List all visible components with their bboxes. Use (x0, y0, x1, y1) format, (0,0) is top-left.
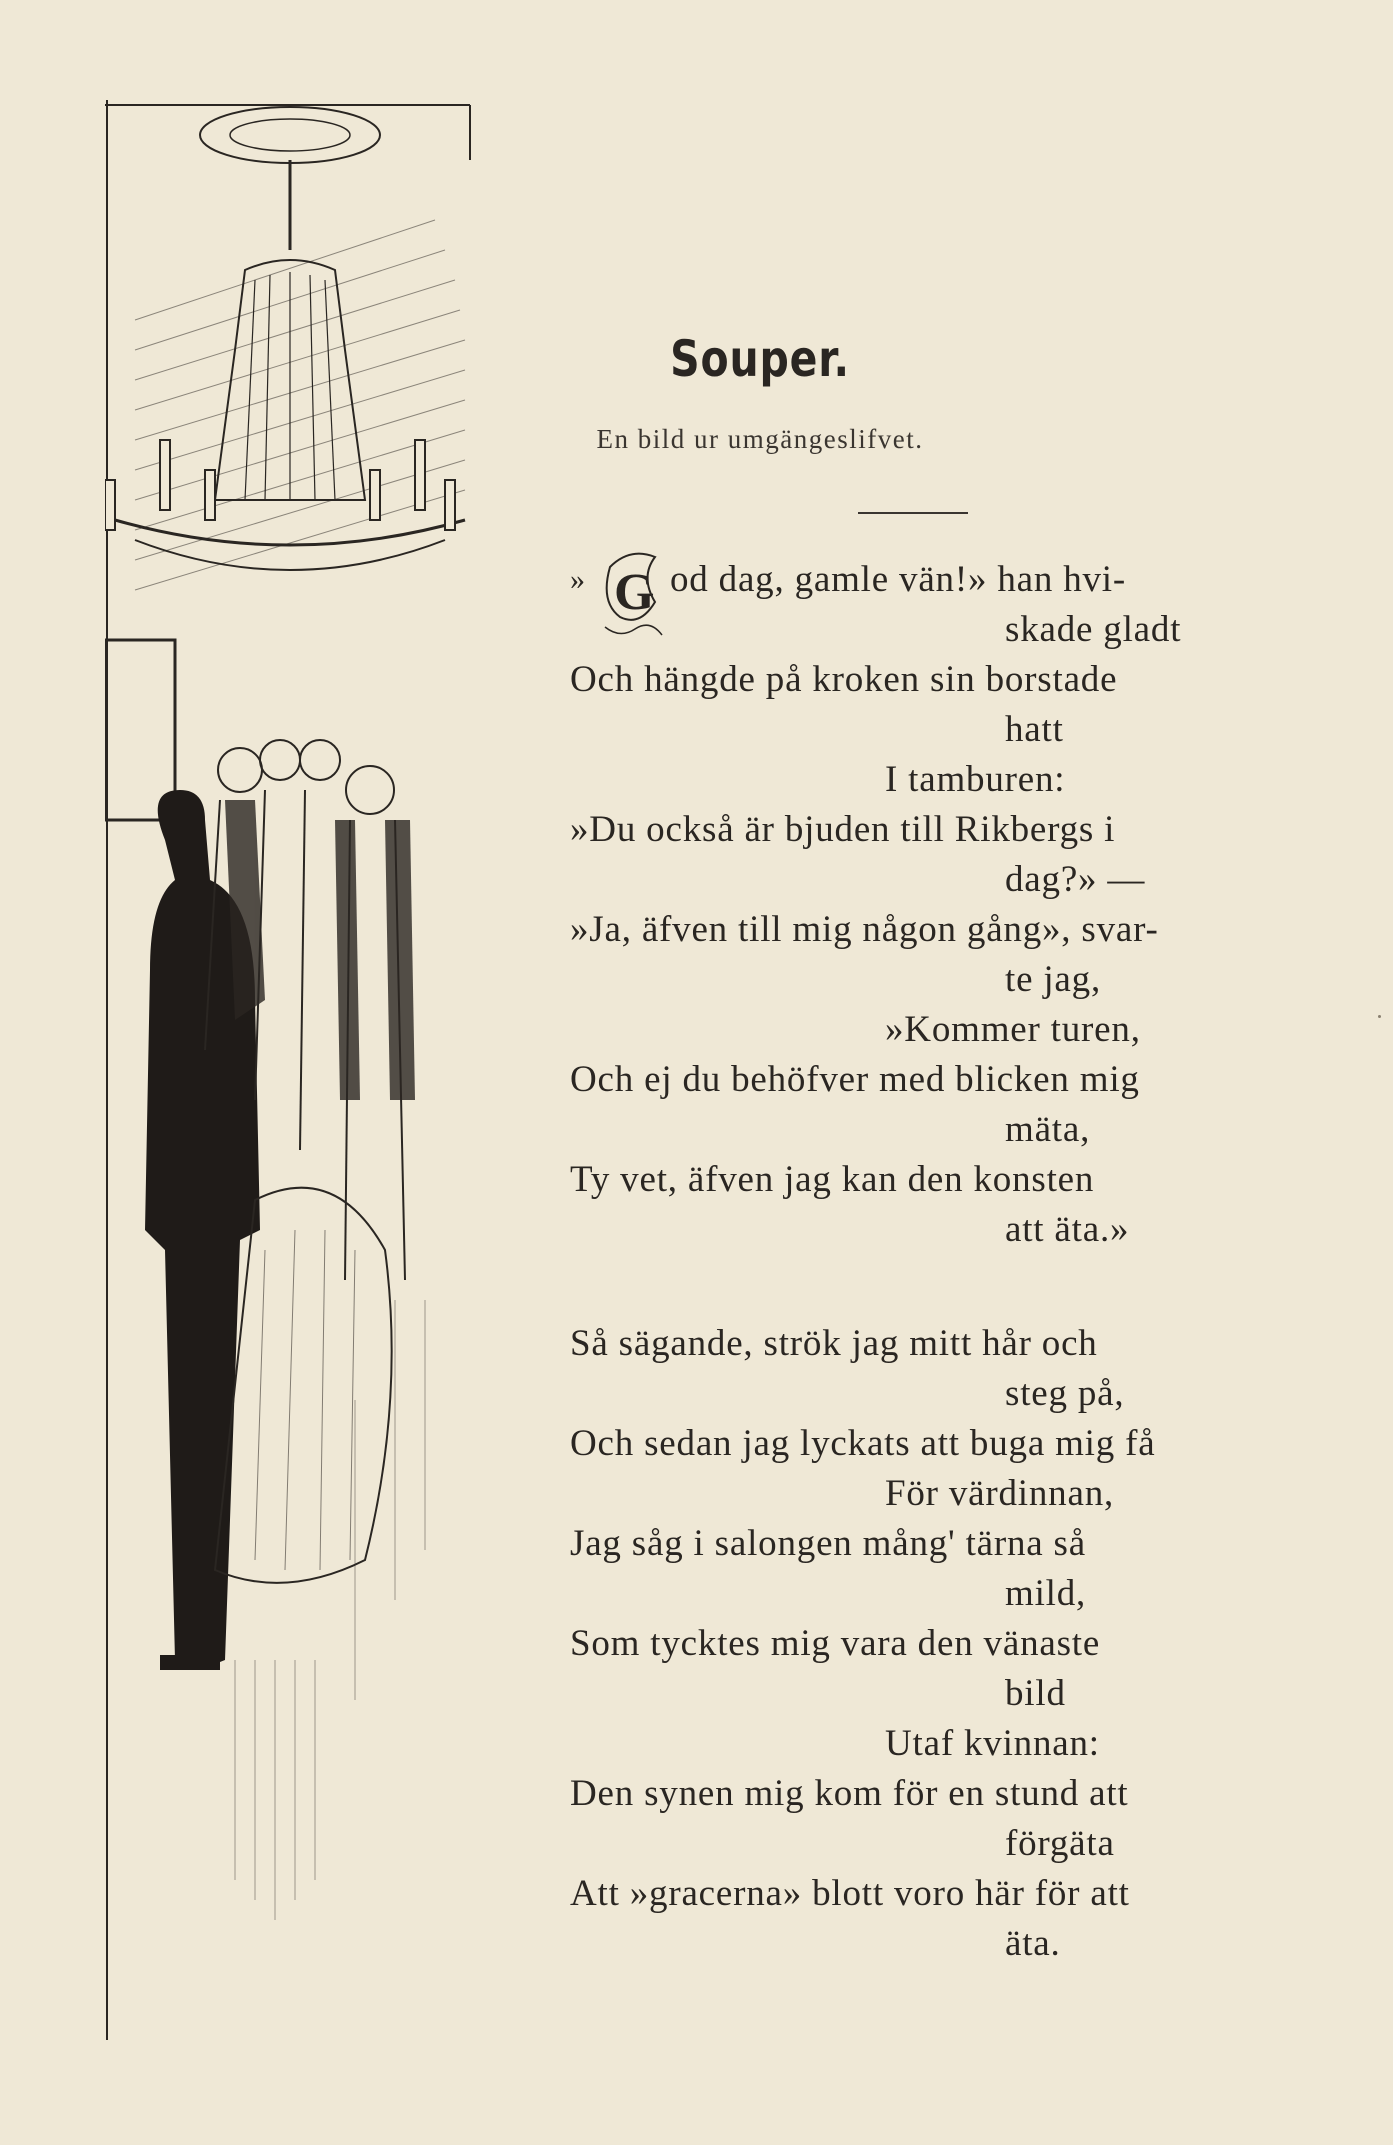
poem-line: mild, (1005, 1573, 1087, 1614)
poem (570, 555, 1250, 1969)
poem-line: I tamburen: (885, 759, 1066, 800)
poem-line: Att »gracerna» blott voro här för att (570, 1873, 1130, 1914)
poem-line: Så sägande, strök jag mitt hår och (570, 1323, 1098, 1364)
poem-line: Jag såg i salongen mång' tärna så (570, 1523, 1086, 1564)
chandelier-salon-illustration (105, 100, 525, 2100)
poem-line: Och ej du behöfver med blicken mig (570, 1059, 1140, 1100)
poem-line: skade gladt (1005, 609, 1182, 650)
poem-line: »Kommer turen, (885, 1009, 1141, 1050)
title-divider (858, 512, 968, 514)
poem-line: bild (1005, 1673, 1066, 1714)
margin-speck (1378, 1015, 1381, 1018)
opening-quote: » (570, 563, 586, 596)
initial-letter: G (614, 564, 656, 621)
poem-line: »Du också är bjuden till Rikbergs i (570, 809, 1116, 850)
decorated-initial (600, 547, 670, 643)
stanza-2 (570, 1319, 1250, 1969)
poem-line: hatt (1005, 709, 1064, 750)
page-title: Souper. (670, 330, 850, 388)
poem-line: Ty vet, äfven jag kan den konsten (570, 1159, 1095, 1200)
poem-line: od dag, gamle vän!» han hvi- (670, 559, 1126, 600)
poem-line: förgäta (1005, 1823, 1115, 1864)
poem-line: Och hängde på kroken sin borstade (570, 659, 1118, 700)
stanza-1 (570, 555, 1250, 1255)
poem-line: »Ja, äfven till mig någon gång», svar- (570, 909, 1159, 950)
poem-line: Som tycktes mig vara den vänaste (570, 1623, 1101, 1664)
poem-line: Utaf kvinnan: (885, 1723, 1100, 1764)
page-subtitle: En bild ur umgängeslifvet. (596, 424, 924, 454)
poem-line: dag?» — (1005, 859, 1146, 900)
poem-line: mäta, (1005, 1109, 1091, 1150)
poem-line: att äta.» (1005, 1209, 1130, 1250)
poem-line: steg på, (1005, 1373, 1125, 1414)
poem-line: För värdinnan, (885, 1473, 1115, 1514)
poem-line: Och sedan jag lyckats att buga mig få (570, 1423, 1156, 1464)
stanza-gap (570, 1255, 1250, 1319)
poem-line: te jag, (1005, 959, 1102, 1000)
poem-line: Den synen mig kom för en stund att (570, 1773, 1129, 1814)
poem-line: äta. (1005, 1923, 1061, 1964)
